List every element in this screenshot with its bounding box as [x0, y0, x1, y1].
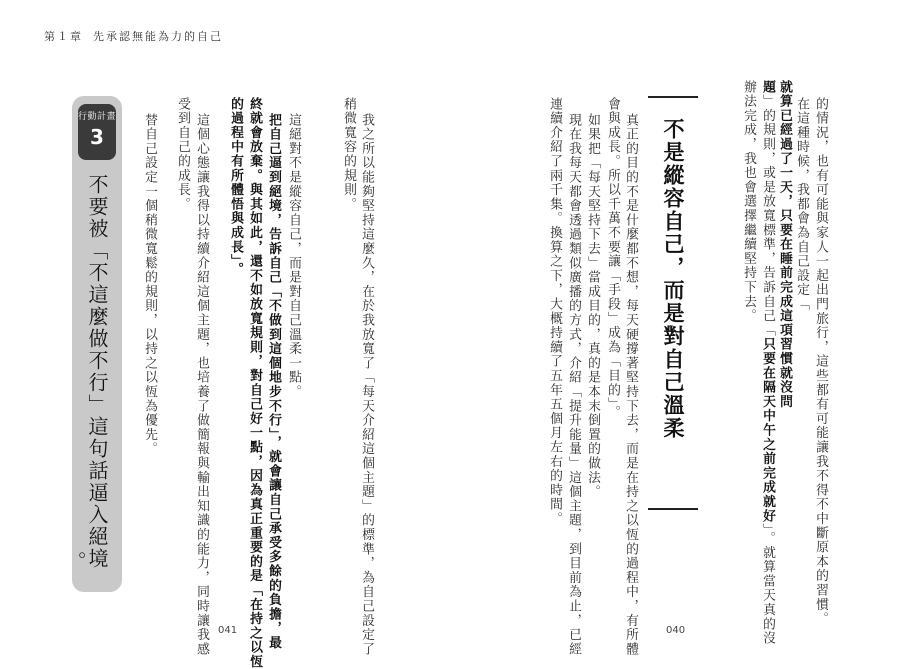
paragraph: 這個心態讓我得以持續介紹這個主題，也培養了做簡報與輸出知識的能力，同時讓我感 [194, 113, 209, 657]
page-number-right: 040 [666, 625, 686, 636]
paragraph-continued [776, 80, 793, 409]
action-plan-label: 行動計畫 [78, 112, 117, 122]
paragraph-continued: 會與成長。所以千萬不要讓「手段」成為「目的」。 [605, 97, 620, 420]
action-plan-title-end: 。 [63, 551, 87, 573]
paragraph: 的情況，也有可能與家人一起出門旅行，這些都有可能讓我不得不中斷原本的習慣。 [813, 97, 828, 627]
action-plan-number: 3 [90, 125, 104, 149]
chapter-title: 先承認無能為力的自己 [93, 30, 223, 43]
bold-text: 的過程中有所體悟與成長」。 [228, 97, 243, 277]
bold-text: 把自己逼到絕境，告訴自己「不做到這個地步不行」，就會讓自己承受多餘的負擔，最 [266, 113, 281, 650]
paragraph-continued: 稍微寬容的規則。 [341, 97, 356, 212]
paragraph: 我之所以能夠堅持這麼久，在於我放寬了「每天介紹這個主題」的標準，為自己設定了 [359, 113, 374, 657]
bold-text: 題 [760, 80, 775, 95]
paragraph-continued: 受到自己的成長。 [175, 97, 190, 212]
paragraph-continued: 題」的規則，或是放寬標準，告訴自己「只要在隔天中午之前完成就好」。就算當天真的沒 [760, 80, 775, 646]
paragraph-bold-continued [227, 97, 244, 277]
paragraph: 現在我每天都會透過類似廣播的方式，介紹「提升能量」這個主題，到目前為止，已經 [566, 113, 581, 657]
paragraph: 如果把「每天堅持下去」當成目的，真的是本末倒置的做法。 [585, 113, 600, 500]
paragraph-continued: 辦法完成，我也會選擇繼續堅持下去。 [741, 80, 756, 324]
action-plan-title: 不要被「不這麼做不行」這句話逼入絕境 [85, 174, 109, 570]
bold-text: 就算已經過了一天，只要在睡前完成這項習慣就沒問 [777, 80, 792, 409]
page-number-left: 041 [218, 625, 238, 636]
paragraph: 替自己設定一個稍微寬鬆的規則，以持之以恆為優先。 [142, 113, 157, 457]
bold-text: 只要在隔天中午之前完成就好 [760, 337, 775, 524]
paragraph-bold [265, 113, 282, 650]
paragraph-bold-continued [246, 97, 263, 669]
chapter-number: 第１章 [44, 30, 83, 43]
paragraph: 在這種時候，我都會為自己設定「 [794, 97, 809, 312]
section-heading: 不是縱容自己，而是對自己溫柔 [661, 118, 685, 440]
paragraph-continued: 連續介紹了兩千集。換算之下，大概持續了五年五個月左右的時間。 [547, 97, 562, 526]
action-plan-badge [78, 104, 116, 160]
paragraph: 真正的目的不是什麼都不想，每天硬撐著堅持下去，而是在持之以恆的過程中，有所體 [623, 113, 638, 657]
paragraph: 這絕對不是縱容自己，而是對自己溫柔一點。 [286, 113, 301, 399]
running-header [44, 28, 223, 44]
section-heading-box [648, 96, 698, 510]
action-plan-box [63, 96, 122, 592]
bold-text: 終就會放棄。與其如此，還不如放寬規則，對自己好一點，因為真正重要的是「在持之以恆 [247, 97, 262, 669]
